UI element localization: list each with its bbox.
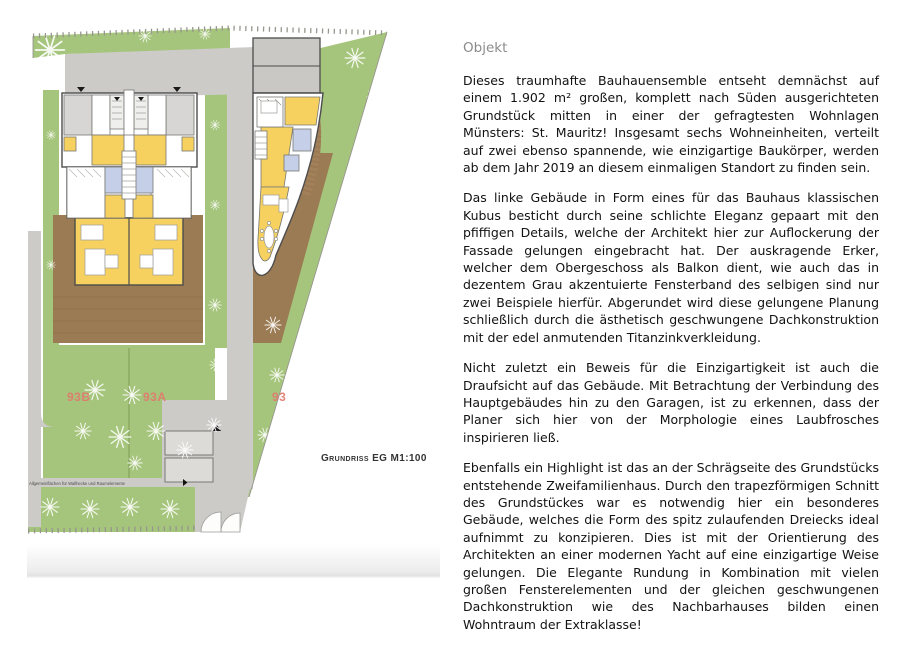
- plan-page-shade: [27, 545, 440, 578]
- dining-table: [264, 226, 274, 248]
- bedroom-left: [67, 167, 105, 218]
- section-heading: Objekt: [463, 40, 508, 56]
- paragraph-intro: Dieses traumhafte Bauhauensemble entseht demnächst auf einem 1.902 m² großen, komplett nach Süden ausgerichteten Grundstück mitten in einer der gefragtesten Wohnlagen Münsters: St. Mauritz! Insgesamt sechs Wohneinheiten, verteilt auf zwei ebenso spannende, wie einzigartige Baukörper, werden ab dem Jahr 2019 an diesem einmaligen Standort zu finden sein.: [463, 73, 879, 176]
- building-left: [62, 90, 197, 285]
- site-plan: [25, 5, 440, 595]
- border-note: Allgemeinflächen für Wallhecke und Raumelemente: [29, 481, 125, 486]
- garage-block-right: [253, 38, 320, 93]
- sofa-right: [153, 249, 173, 275]
- sofa-left: [85, 249, 105, 275]
- bath-right-building: [293, 129, 311, 151]
- plan-caption: Grundriss EG M1:100: [321, 453, 427, 464]
- site-plan-svg: [25, 5, 440, 595]
- paragraph-right-building: Ebenfalls ein Highlight ist das an der Schrägseite des Grundstücks entstehende Zweifamilienhaus. Durch den trapezförmigen Schnitt des Grundstückes war es notwendig hier ein besonderes Gebäude, welches die Form des spitz zulaufenden Dreiecks ideal aufnimmt zu konzipieren. Dies ist mit der Orientierung des Architekten an einer modernen Yacht auf eine einzigartige Weise gelungen. Die Elegante Rundung in Kombination mit vielen großen Fensterelementen und der gleichen geschwungenen Dachkonstruktion wie des Nachbarhauses bilden einen Wohntraum der Extraklasse!: [463, 460, 880, 632]
- outbuildings: [165, 425, 221, 482]
- garden-label-93b: 93B: [67, 390, 91, 404]
- entry-hall-right: [134, 135, 166, 165]
- garage-right: [166, 95, 194, 135]
- paragraph-top-view: Nicht zuletzt ein Beweis für die Einzigartigkeit ist auch die Draufsicht auf das Gebäude. Mit Betrachtung der Verbindung des Hauptgebäudes hin zu den Garagen, ist zu erkennen, dass der Planer sich hier von der Morphologie eines Laubfrosches inspirieren ließ.: [463, 360, 879, 445]
- entry-hall-left: [92, 135, 124, 165]
- kitchen-left: [81, 225, 103, 240]
- bed-right-building: [261, 101, 277, 113]
- garden-label-93: 93: [272, 390, 287, 404]
- garage-left: [64, 95, 92, 135]
- kitchen-right: [155, 225, 177, 240]
- garden-label-93a: 93A: [143, 390, 167, 404]
- paragraph-left-building: Das linke Gebäude in Form eines für das Bauhaus klassischen Kubus besticht durch seine schlichte Eleganz gepaart mit den pfiffigen Details, welche der Architekt hier zur Auflockerung der Fassade gelungen eingebracht hat. Der auskragende Erker, welcher dem Obergeschoss als Balkon dient, wie auch das in dezentem Grau akzentuierte Fensterband des selbigen sind nur zwei Beispiele hierfür. Abgerundet wird diese gelungene Planung schließlich durch die ästhetisch geschwungene Dachkonstruktion mit der edel anmutenden Titanzinkverkleidung.: [463, 190, 879, 345]
- object-description: [463, 40, 879, 646]
- kitchen-right-building: [285, 97, 320, 125]
- driveway: [65, 47, 255, 98]
